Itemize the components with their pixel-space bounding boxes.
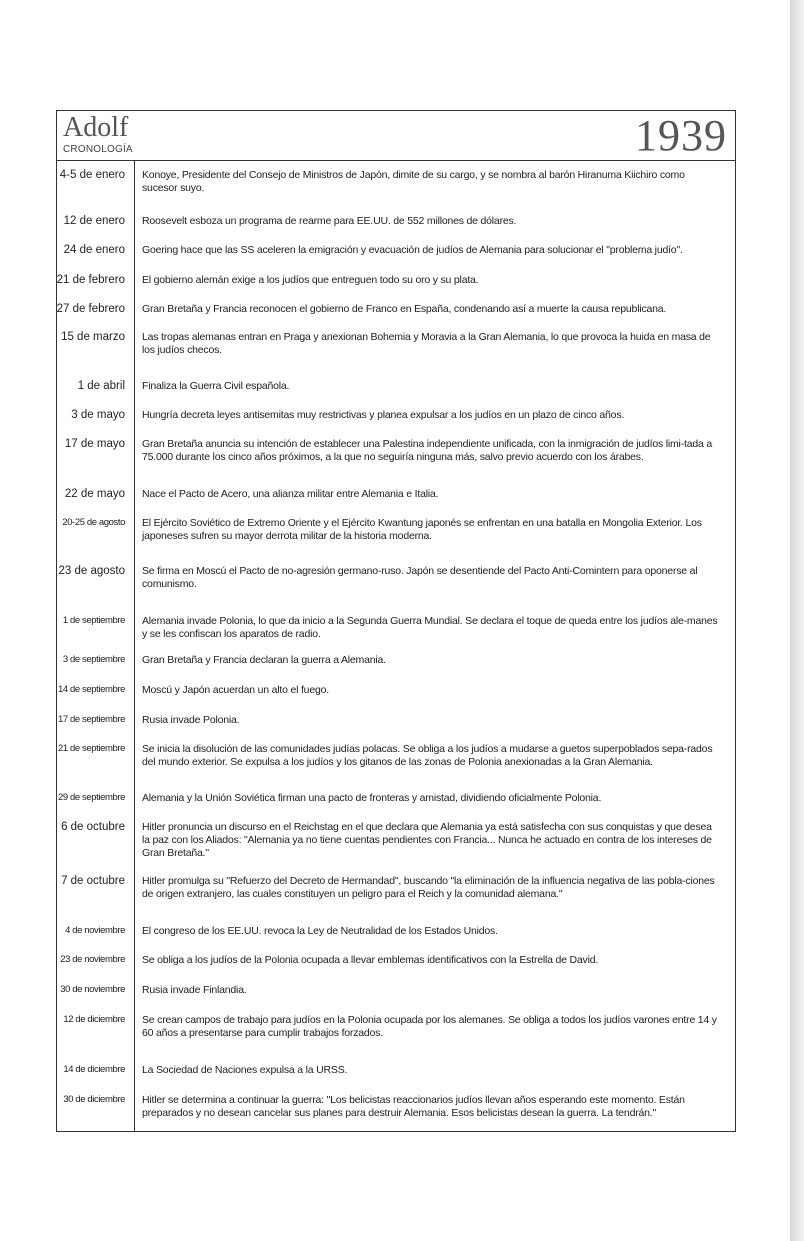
chronology-frame [56, 110, 736, 1132]
entry-text: Se firma en Moscú el Pacto de no-agresión germano-ruso. Japón se desentiende del Pacto Anti-Comintern para oponerse al comunismo. [142, 565, 698, 590]
entry-date: 30 de noviembre [60, 984, 125, 995]
entry-text: Gran Bretaña y Francia reconocen el gobierno de Franco en España, condenando así a muerte la causa republicana. [142, 303, 667, 315]
entry-date: 30 de diciembre [63, 1094, 125, 1105]
entry-date: 23 de agosto [58, 565, 125, 577]
entry-text: Rusia invade Polonia. [142, 714, 240, 726]
entry-date: 7 de octubre [61, 875, 125, 887]
entry-date: 3 de mayo [71, 409, 125, 421]
entry-text: La Sociedad de Naciones expulsa a la URSS. [142, 1064, 348, 1076]
entry-text: El Ejército Soviético de Extremo Oriente y el Ejército Kwantung japonés se enfrentan en una batalla en Mongolia Exterior. Los japoneses sufren su mayor derrota militar de la historia moderna. [142, 517, 702, 542]
entry-text: Moscú y Japón acuerdan un alto el fuego. [142, 684, 329, 696]
entry-text: Gran Bretaña y Francia declaran la guerra a Alemania. [142, 654, 386, 666]
entry-date: 4 de noviembre [65, 925, 125, 936]
page-edge [790, 0, 804, 1241]
entry-text: Nace el Pacto de Acero, una alianza militar entre Alemania e Italia. [142, 488, 439, 500]
entry-text: Se inicia la disolución de las comunidades judías polacas. Se obliga a los judíos a mudarse a guetos superpoblados sepa-rados del mundo exterior. Se expulsa a los judíos y los gitanos de las zonas de Polonia anexionadas a la Gran Alemania. [142, 743, 713, 768]
entry-date: 22 de mayo [64, 488, 125, 500]
entry-date: 15 de marzo [61, 331, 125, 343]
entry-date: 29 de septiembre [57, 792, 125, 803]
entry-text: Las tropas alemanas entran en Praga y anexionan Bohemia y Moravia a la Gran Alemania, lo que provoca la huida en masa de los judíos checos. [142, 331, 711, 356]
entry-text: Konoye, Presidente del Consejo de Ministros de Japón, dimite de su cargo, y se nombra al barón Hiranuma Kiichiro como sucesor suyo. [142, 169, 685, 194]
entry-text: Finaliza la Guerra Civil española. [142, 380, 290, 392]
entry-text: Se obliga a los judíos de la Polonia ocupada a llevar emblemas identificativos con la Estrella de David. [142, 954, 599, 966]
entry-date: 6 de octubre [61, 821, 125, 833]
entry-text: Roosevelt esboza un programa de rearme para EE.UU. de 552 millones de dólares. [142, 215, 517, 227]
entry-date: 1 de abril [77, 380, 125, 392]
chronology-header [57, 111, 735, 161]
entry-date: 12 de diciembre [63, 1014, 125, 1025]
entry-text: Alemania invade Polonia, lo que da inicio a la Segunda Guerra Mundial. Se declara el toque de queda entre los judíos ale-manes y se les confiscan los aparatos de radio. [142, 615, 718, 640]
entry-date: 24 de enero [63, 244, 125, 256]
entry-date: 3 de septiembre [62, 654, 125, 665]
entry-date: 14 de diciembre [63, 1064, 125, 1075]
column-divider [134, 161, 135, 1131]
year-title: 1939 [635, 111, 727, 160]
entry-date: 27 de febrero [56, 303, 125, 315]
entry-date: 17 de septiembre [57, 714, 125, 725]
entry-date: 21 de febrero [56, 274, 125, 286]
entry-text: Gran Bretaña anuncia su intención de establecer una Palestina independiente unificada, con la inmigración de judíos limi-tada a 75.000 durante los cinco años próximos, a la que no seguiría ninguna más, salvo previo acuerdo con los árabes. [142, 438, 712, 463]
entry-text: Alemania y la Unión Soviética firman una pacto de fronteras y amistad, dividiendo oficialmente Polonia. [142, 792, 602, 804]
entry-text: Hitler pronuncia un discurso en el Reichstag en el que declara que Alemania ya está satisfecha con sus conquistas y que desea la paz con los Aliados: "Alemania ya no tiene cuentas pendientes con Francia... Nunca he actuado en contra de los intereses de Gran Bretaña." [142, 821, 712, 859]
entry-text: El gobierno alemán exige a los judíos que entreguen todo su oro y su plata. [142, 274, 479, 286]
entry-date: 21 de septiembre [57, 743, 125, 754]
entry-text: El congreso de los EE.UU. revoca la Ley de Neutralidad de los Estados Unidos. [142, 925, 498, 937]
entry-date: 1 de septiembre [62, 615, 125, 626]
entry-date: 4-5 de enero [59, 169, 125, 181]
entry-text: Hitler promulga su "Refuerzo del Decreto de Hermandad", buscando "la eliminación de la influencia negativa de las pobla-ciones de origen extranjero, las cuales constituyen un peligro para el Reich y la comunidad alemana." [142, 875, 715, 900]
brand-title: Adolf [63, 112, 129, 143]
entry-text: Se crean campos de trabajo para judíos en la Polonia ocupada por los alemanes. Se obliga a todos los judíos varones entre 14 y 60 años a presentarse para cumplir trabajos forzados. [142, 1014, 717, 1039]
entry-date: 20-25 de agosto [62, 517, 125, 528]
section-label: CRONOLOGÍA [63, 144, 133, 155]
entry-date: 17 de mayo [64, 438, 125, 450]
entry-date: 23 de noviembre [60, 954, 125, 965]
entry-text: Goering hace que las SS aceleren la emigración y evacuación de judíos de Alemania para solucionar el "problema judío". [142, 244, 683, 256]
entry-text: Hitler se determina a continuar la guerra: "Los belicistas reaccionarios judíos llevan años esperando este momento. Están preparados y no desean cancelar sus planes para destruir Alemania. Esos belicistas desean la guerra. La tendrán." [142, 1094, 685, 1119]
entry-date: 12 de enero [63, 215, 125, 227]
entry-date: 14 de septiembre [57, 684, 125, 695]
entry-text: Rusia invade Finlandia. [142, 984, 247, 996]
entry-text: Hungría decreta leyes antisemitas muy restrictivas y planea expulsar a los judíos en un plazo de cinco años. [142, 409, 625, 421]
